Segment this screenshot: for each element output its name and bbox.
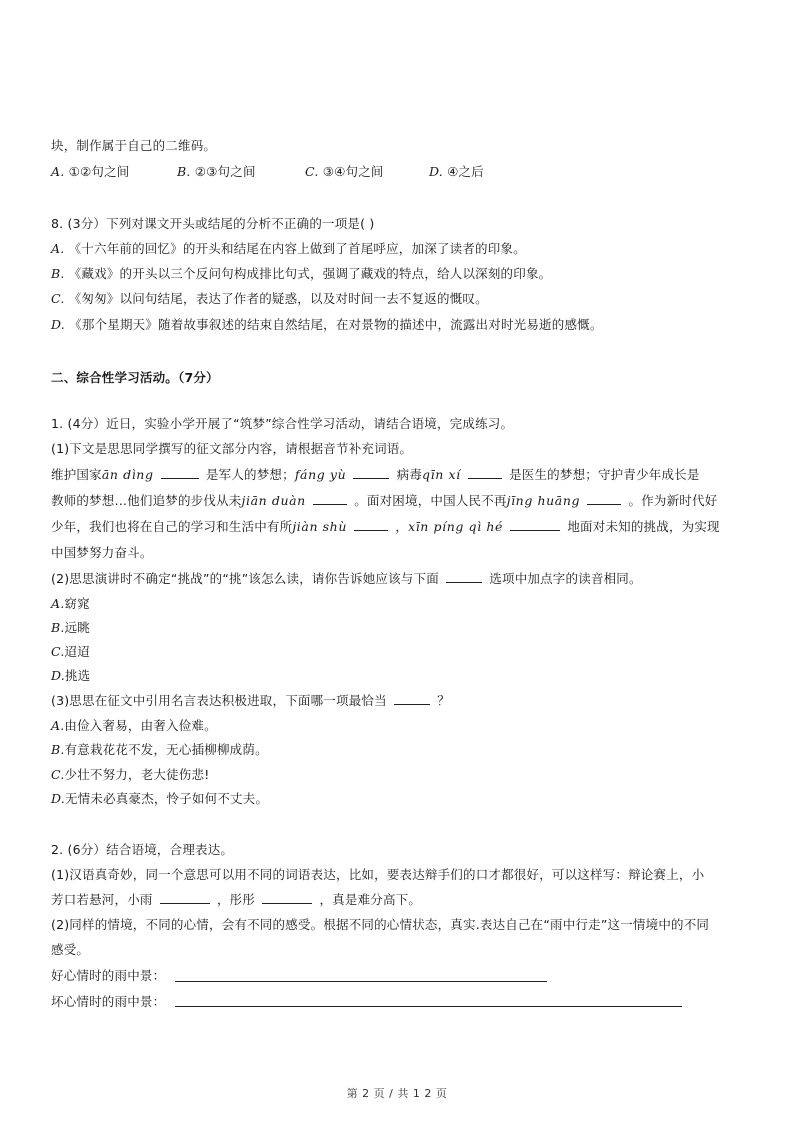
q1-para-line-1: 维护国家ān dìng 是军人的梦想；fáng yù 病毒qīn xí 是医生的梦想；守护青少年成长是: [51, 467, 700, 482]
q1-sub3-option-a: A.由俭入奢易，由奢入俭难。: [51, 718, 217, 733]
blank-5[interactable]: [587, 492, 621, 505]
q2-stem: 2. (6分）结合语境，合理表达。: [51, 842, 234, 857]
q8-option-d: D. 《那个星期天》随着故事叙述的结束自然结尾，在对景物的描述中，流露出对时光易逝的感慨。: [51, 317, 603, 332]
q8-stem: 8. (3分）下列对课文开头或结尾的分析不正确的一项是( ): [51, 216, 375, 231]
q1-sub2-option-a: A.窈窕: [51, 596, 90, 611]
blank-11[interactable]: [262, 891, 312, 904]
blank-10[interactable]: [160, 891, 210, 904]
q1-sub2: (2)思思演讲时不确定“挑战”的“挑”该怎么读，请你告诉她应该与下面 选项中加点字的读音相同。: [51, 571, 642, 586]
intro-options: [51, 163, 484, 181]
q1-sub3-option-d: D.无情未必真豪杰，怜子如何不丈夫。: [51, 791, 269, 806]
q1-sub3-option-c: C.少壮不努力，老大徒伤悲!: [51, 767, 210, 782]
bad-mood-answer-line[interactable]: [175, 1006, 682, 1007]
option-d: D. ④之后: [429, 164, 484, 179]
q1-para-line-3: 少年，我们也将在自己的学习和生活中有所jiàn shù ，xīn píng qì hé 地面对未知的挑战，为实现: [51, 519, 720, 534]
q1-sub3-option-b: B.有意栽花花不发，无心插柳柳成荫。: [51, 742, 268, 757]
section-2-title: 二、综合性学习活动。（7分）: [51, 370, 219, 385]
q2-sub2-line-2: 感受。: [51, 942, 90, 957]
blank-4[interactable]: [313, 492, 347, 505]
good-mood-label: 好心情时的雨中景：: [51, 968, 166, 983]
q1-sub3: (3)思思在征文中引用名言表达积极进取，下面哪一项最恰当 ？: [51, 693, 450, 708]
blank-3[interactable]: [468, 466, 502, 479]
blank-7[interactable]: [510, 518, 560, 531]
q2-sub1-line-1: (1)汉语真奇妙，同一个意思可以用不同的词语表达，比如，要表达辩手们的口才都很好，可以这样写：辩论赛上，小: [51, 867, 705, 882]
blank-6[interactable]: [354, 518, 388, 531]
q1-para-line-4: 中国梦努力奋斗。: [51, 545, 153, 560]
q1-stem: 1. (4分）近日，实验小学开展了“筑梦”综合性学习活动，请结合语境，完成练习。: [51, 416, 514, 431]
q1-sub2-option-d: D.挑选: [51, 668, 91, 683]
option-b: B. ②③句之间: [177, 164, 256, 179]
q8-option-a: A. 《十六年前的回忆》的开头和结尾在内容上做到了首尾呼应，加深了读者的印象。: [51, 241, 526, 256]
q1-para-line-2: 教师的梦想…他们追梦的步伐从未jiān duàn 。面对困境，中国人民不再jīng huāng 。作为新时代好: [51, 493, 718, 508]
q1-sub1: (1)下文是思思同学撰写的征文部分内容，请根据音节补充词语。: [51, 441, 413, 456]
page-footer: 第 2 页 / 共 1 2 页: [346, 1087, 448, 1100]
good-mood-answer-line[interactable]: [175, 981, 547, 982]
blank-9[interactable]: [394, 692, 430, 705]
q2-sub2-line-1: (2)同样的情境，不同的心情，会有不同的感受。根据不同的心情状态，真实.表达自己在“雨中行走”这一情境中的不同: [51, 917, 710, 932]
intro-line: 块，制作属于自己的二维码。: [51, 138, 217, 153]
blank-8[interactable]: [446, 570, 482, 583]
blank-1[interactable]: [161, 466, 199, 479]
q2-sub1-line-2: 芳口若悬河，小雨 ，彤彤 ，真是难分高下。: [51, 892, 422, 907]
option-c: C. ③④句之间: [305, 164, 384, 179]
q1-sub2-option-c: C.迢迢: [51, 644, 90, 659]
blank-2[interactable]: [353, 466, 389, 479]
q8-option-c: C. 《匆匆》以问句结尾，表达了作者的疑惑，以及对时间一去不复返的慨叹。: [51, 291, 488, 306]
option-a: A. ①②句之间: [51, 164, 130, 179]
bad-mood-label: 坏心情时的雨中景：: [51, 994, 166, 1009]
q8-option-b: B. 《藏戏》的开头以三个反问句构成排比句式，强调了藏戏的特点，给人以深刻的印象。: [51, 266, 552, 281]
q1-sub2-option-b: B.远眺: [51, 620, 90, 635]
